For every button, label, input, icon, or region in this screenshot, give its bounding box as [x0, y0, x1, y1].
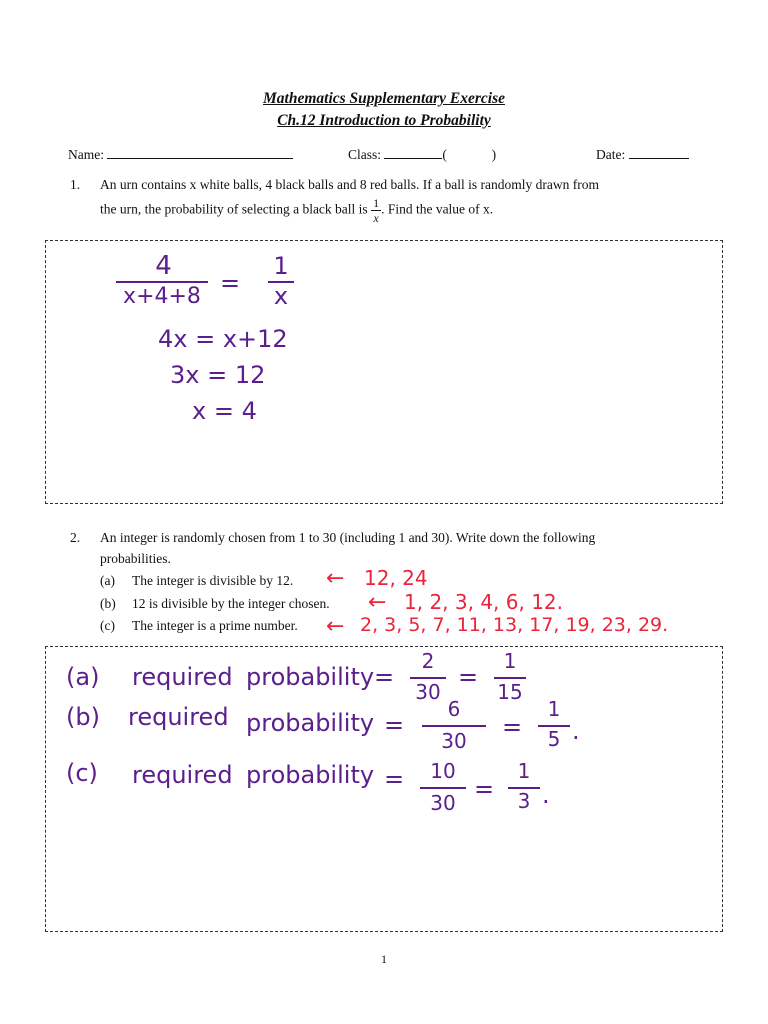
date-field: [596, 146, 689, 164]
q2-work-c-end: .: [542, 781, 550, 809]
q2-work-c-eq: =: [384, 765, 405, 793]
q2-work-a-rnum: 1: [503, 649, 517, 673]
q1-text-line2: [100, 196, 493, 225]
q2-part-c-note: 2, 3, 5, 7, 11, 13, 17, 19, 23, 29.: [360, 614, 669, 636]
q2-work-b-word1: required: [128, 703, 229, 731]
name-field: [68, 146, 293, 164]
q2-work-b-eq: =: [384, 711, 405, 739]
q1-frac-num: 1: [373, 196, 380, 210]
q2-work-a-label: (a): [66, 663, 100, 691]
q2-work-b-rnum: 1: [547, 697, 561, 721]
q1-work-eq1-rhs-num: 1: [273, 252, 289, 280]
class-label: Class:: [348, 147, 382, 162]
q2-work-c-label: (c): [66, 759, 98, 787]
q1-work-eq3: 3x = 12: [170, 361, 266, 389]
q1-work-eq1-bar: [116, 281, 208, 283]
q2-work-a-den: 30: [415, 680, 441, 704]
q2-work-c-eq2: =: [474, 775, 495, 803]
q2-work-c-den: 30: [430, 791, 456, 815]
q2-work-c-rnum: 1: [517, 759, 531, 783]
date-blank: [629, 146, 689, 159]
name-label: Name:: [68, 147, 104, 162]
q2-number: 2.: [70, 530, 81, 545]
q2-work-a-rbar: [494, 677, 526, 679]
q1-work-eq1-den: x+4+8: [123, 284, 201, 309]
q2-work-c-bar: [420, 787, 466, 789]
page-title: Mathematics Supplementary Exercise: [263, 90, 505, 107]
q1-work-eq4: x = 4: [192, 397, 257, 425]
q2-work-b-label: (b): [66, 703, 100, 731]
q1-frac-den: x: [373, 211, 379, 225]
q2-part-b-note: 1, 2, 3, 4, 6, 12.: [404, 590, 564, 614]
class-paren-close: ): [491, 147, 497, 162]
class-field: [348, 146, 496, 164]
q2-work-a-eq2: =: [458, 663, 479, 691]
q1-answer-box: [45, 240, 723, 504]
q2-work-b-den: 30: [441, 729, 467, 753]
q2-work-a-bar: [410, 677, 446, 679]
q1-work-eq1-equals: =: [220, 269, 241, 297]
q2-work-b-bar: [422, 725, 486, 727]
q2-part-c-arrow: ←: [326, 614, 345, 639]
q1-work-eq2: 4x = x+12: [158, 325, 288, 353]
q2-part-b-text: 12 is divisible by the integer chosen.: [132, 596, 330, 611]
q2-part-c-text: The integer is a prime number.: [132, 618, 298, 633]
q1-fraction: [371, 196, 381, 225]
q2-work-a-num: 2: [421, 649, 435, 673]
q2-work-b-word2: probability: [246, 709, 375, 737]
q2-part-a-note: 12, 24: [364, 566, 428, 590]
q2-work-c-word2: probability: [246, 761, 375, 789]
class-blank: [384, 146, 442, 159]
q2-work-b-end: .: [572, 717, 580, 745]
q2-part-a-label: (a): [100, 573, 115, 588]
q2-text-line1: An integer is randomly chosen from 1 to 30 (including 1 and 30). Write down the following: [100, 530, 596, 545]
q2-work-c-rden: 3: [517, 789, 531, 813]
name-blank: [107, 146, 293, 159]
q2-part-b-arrow: ←: [368, 590, 387, 615]
q1-number: 1.: [70, 177, 81, 192]
date-label: Date:: [596, 147, 626, 162]
q1-text-a: the urn, the probability of selecting a black ball is: [100, 201, 368, 217]
class-paren-open: (: [442, 147, 447, 162]
q2-part-b-label: (b): [100, 596, 116, 611]
q2-work-b-eq2: =: [502, 713, 523, 741]
q2-work-b-num: 6: [447, 697, 461, 721]
q1-work-eq1-num: 4: [155, 251, 172, 281]
q2-work-a-eq: =: [374, 663, 395, 691]
q2-part-a-text: The integer is divisible by 12.: [132, 573, 294, 588]
q2-work-b-rden: 5: [547, 727, 561, 751]
page-number: 1: [381, 952, 387, 966]
q2-part-c-label: (c): [100, 618, 115, 633]
q1-text-line1: An urn contains x white balls, 4 black balls and 8 red balls. If a ball is randomly drawn from: [100, 177, 600, 192]
q2-text-line2: probabilities.: [100, 551, 171, 566]
page-subtitle: Ch.12 Introduction to Probability: [277, 112, 491, 129]
q1-text-b: . Find the value of x.: [381, 201, 494, 217]
q2-work-a-rden: 15: [497, 680, 523, 704]
q2-part-a-arrow: ←: [326, 566, 345, 591]
q2-work-c-num: 10: [430, 759, 456, 783]
q2-work-a-word2: probability: [246, 663, 375, 691]
q2-answer-box: [45, 646, 723, 932]
q2-work-c-word1: required: [132, 761, 233, 789]
q1-work-eq1-rhs-den: x: [273, 282, 289, 310]
q2-work-a-word1: required: [132, 663, 233, 691]
